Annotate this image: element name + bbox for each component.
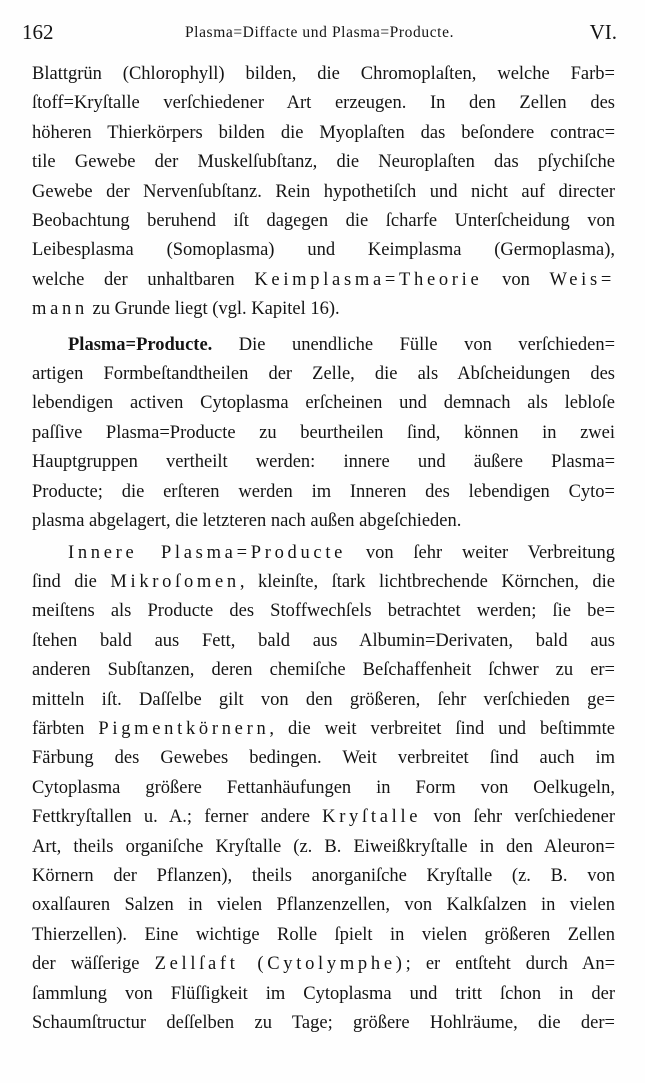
text-line — [32, 950, 615, 979]
spaced-emphasis: Innere Plasma=Producte — [68, 542, 347, 563]
text-line: plasma abgelagert, die letzteren nach außen abgeſchieden. — [32, 511, 462, 532]
text-line — [32, 331, 615, 360]
text-line: höheren Thierkörpers bilden die Myoplaſten das beſondere contrac= — [32, 122, 615, 143]
text-segment: ; er entſteht durch An= — [405, 954, 616, 975]
text-line: Leibesplasma (Somoplasma) und Keimplasma (Germoplasma), — [32, 240, 615, 261]
text-line — [32, 266, 615, 295]
text-line: Thierzellen). Eine wichtige Rolle ſpielt in vielen größeren Zellen — [32, 924, 615, 945]
text-line: ſtehen bald aus Fett, bald aus Albumin=Derivaten, bald aus — [32, 630, 615, 651]
text-line: anderen Subſtanzen, deren chemiſche Beſchaffenheit ſchwer zu er= — [32, 660, 615, 681]
text-line: tile Gewebe der Muskelſubſtanz, die Neuroplaſten das pſychiſche — [32, 152, 615, 173]
text-segment: Die unendliche Fülle von verſchieden= — [212, 334, 615, 355]
text-line: Art, theils organiſche Kryſtalle (z. B. Eiweißkryſtalle in den Aleuron= — [32, 836, 615, 857]
text-segment: von — [482, 269, 550, 290]
text-segment: zu Grunde liegt (vgl. Kapitel 16). — [87, 299, 340, 320]
text-line: Blattgrün (Chlorophyll) bilden, die Chromoplaſten, welche Farb= — [32, 64, 615, 84]
page-number: 162 — [22, 20, 54, 44]
text-line: meiſtens als Producte des Stoffwechſels betrachtet werden; ſie be= — [32, 601, 615, 622]
chapter-number: VI. — [589, 20, 617, 44]
running-title: Plasma=Diffacte und Plasma=Producte. — [184, 24, 455, 41]
paragraph — [32, 60, 615, 325]
text-line — [32, 715, 615, 744]
text-segment: von ſehr verſchiedener — [421, 807, 615, 828]
text-segment: , die weit verbreitet ſind und beſtimmte — [269, 718, 615, 739]
text-line: Beobachtung beruhend iſt dagegen die ſcharfe Unterſcheidung von — [32, 211, 615, 232]
running-header — [22, 16, 617, 48]
text-line: Producte; die erſteren werden im Inneren des lebendigen Cyto= — [32, 481, 615, 502]
spaced-emphasis: Weis= — [549, 269, 615, 290]
text-segment: färbten — [32, 718, 99, 739]
text-segment: ſind die — [32, 571, 111, 592]
spaced-emphasis: mann — [32, 299, 88, 320]
spaced-emphasis: Keimplasma=Theorie — [254, 269, 483, 290]
text-line: ſammlung von Flüſſigkeit im Cytoplasma und tritt ſchon in der — [32, 983, 615, 1004]
spaced-emphasis: Kryſtalle — [322, 807, 422, 828]
paragraph — [32, 539, 615, 1039]
text-segment: der wäſſerige — [32, 954, 155, 975]
text-line — [32, 295, 615, 324]
text-line: lebendigen activen Cytoplasma erſcheinen und demnach als lebloſe — [32, 393, 615, 414]
text-line: Schaumſtructur deſſelben zu Tage; größere Hohlräume, die der= — [32, 1013, 615, 1033]
text-segment: welche der unhaltbaren — [32, 269, 255, 290]
text-line: artigen Formbeſtandtheilen der Zelle, die als Abſcheidungen des — [32, 364, 615, 385]
text-line: oxalſauren Salzen in vielen Pflanzenzellen, von Kalkſalzen in vielen — [32, 895, 615, 916]
text-line: Hauptgruppen vertheilt werden: innere und äußere Plasma= — [32, 452, 615, 473]
text-line: Cytoplasma größere Fettanhäufungen in Form von Oelkugeln, — [32, 777, 615, 798]
spaced-emphasis: Zellſaft (Cytolymphe) — [154, 954, 406, 975]
spaced-emphasis: Mikroſomen — [110, 571, 240, 592]
text-line: paſſive Plasma=Producte zu beurtheilen ſind, können in zwei — [32, 422, 615, 443]
text-line: mitteln iſt. Daſſelbe gilt von den größeren, ſehr verſchieden ge= — [32, 689, 615, 710]
text-line: Gewebe der Nervenſubſtanz. Rein hypothetiſch und nicht auf directer — [32, 181, 615, 202]
text-line — [32, 539, 615, 568]
spaced-emphasis: Pigmentkörnern — [98, 718, 270, 739]
text-segment: , kleinſte, ſtark lichtbrechende Körnchen, die — [239, 571, 615, 592]
paragraph — [32, 331, 615, 537]
text-line — [32, 568, 615, 597]
text-line: Färbung des Gewebes bedingen. Weit verbreitet ſind auch im — [32, 748, 615, 769]
section-heading: Plasma=Producte. — [68, 334, 213, 355]
text-line: Körnern der Pflanzen), theils anorganiſche Kryſtalle (z. B. von — [32, 865, 615, 886]
text-segment: von ſehr weiter Verbreitung — [346, 542, 615, 563]
body-text — [32, 60, 615, 1038]
text-line — [32, 803, 615, 832]
text-segment: Fettkryſtallen u. A.; ferner andere — [32, 807, 323, 828]
text-line: ſtoff=Kryſtalle verſchiedener Art erzeugen. In den Zellen des — [32, 93, 615, 114]
